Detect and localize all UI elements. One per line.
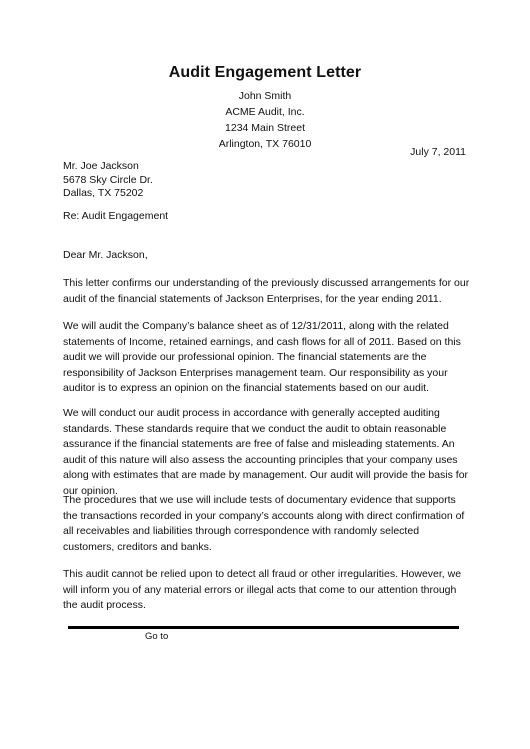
paragraph-text: We will conduct our audit process in accordance with generally accepted auditing standards. These standards require that we conduct the audit to obtain reasonable assurance if the financial statements are free of false and misleading statements. An audit of this nature will also assess the accounting principles that your company uses along with estimates that are made by management. Our audit will provide the basis for our opinion. [63,407,469,497]
sender-company: ACME Audit, Inc. [225,106,305,118]
paragraph-confirmation [63,276,473,307]
recipient-street: 5678 Sky Circle Dr. [63,173,153,186]
paragraph-text: We will audit the Company’s balance sheet as of 12/31/2011, along with the related statements of Income, retained earnings, and cash flows for all of 2011. Based on this audit we will provide our professional opinion. The financial statements are the responsibility of Jackson Enterprises management team. Our responsibility as your auditor is to express an opinion on the financial statements based on our audit. [63,320,461,394]
salutation: Dear Mr. Jackson, [63,249,148,261]
letter-date: July 7, 2011 [410,146,466,158]
paragraph-procedures [63,493,473,555]
recipient-name: Mr. Joe Jackson [63,160,139,172]
subject-line: Re: Audit Engagement [63,210,169,222]
paragraph-scope [63,319,473,397]
recipient-block [63,160,153,201]
recipient-city: Dallas, TX 75202 [63,187,144,199]
paragraph-text: The procedures that we use will include tests of documentary evidence that supports the transactions recorded in your company’s accounts along with direct confirmation of all receivables and liabilities through correspondence with randomly selected customers, creditors and banks. [63,494,465,553]
document-title: Audit Engagement Letter [168,64,362,81]
paragraph-standards [63,406,473,499]
paragraph-text: This audit cannot be relied upon to detect all fraud or other irregularities. However, we will inform you of any material errors or illegal acts that come to our attention through the audit process. [63,568,462,611]
sender-name: John Smith [238,90,292,102]
sender-street: 1234 Main Street [225,122,305,134]
sender-block [0,88,530,152]
sender-city: Arlington, TX 76010 [218,138,312,150]
paragraph-text: This letter confirms our understanding of the previously discussed arrangements for our audit of the financial statements of Jackson Enterprises, for the year ending 2011. [63,277,470,305]
page-divider [68,626,459,629]
goto-link[interactable]: Go to [145,631,169,642]
paragraph-limitations [63,567,473,614]
